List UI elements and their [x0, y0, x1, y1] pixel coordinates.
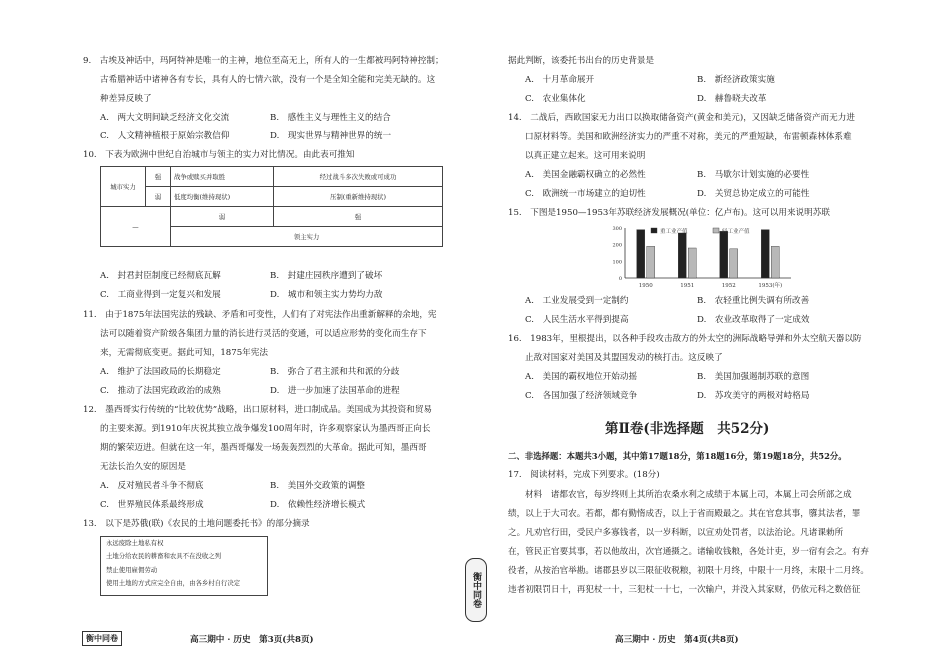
bar-0-2 [720, 231, 728, 278]
q17-stem: 17. 阅读材料，完成下列要求。(18分) [508, 470, 660, 480]
q11-line-2: 法可以随着资产阶级各集团力量的消长进行灵活的变通，可以适应形势的变化而生存下 [100, 329, 427, 339]
table-cell-weak: 弱 [146, 187, 171, 207]
x-tick-label: 1952 [721, 283, 736, 289]
q16-line-2: 止敌对国家对美国及其盟国发动的核打击。这反映了 [525, 353, 723, 363]
q15-option-b[interactable]: B. 农轻重比例失调有所改善 [697, 296, 810, 306]
q14-option-a[interactable]: A. 美国金融霸权确立的必然性 [525, 170, 646, 180]
q17-material-5: 役者，从按治官举勘。诸郡县岁以三限征收税粮，初限十月终，中限十一月终，末限十二月终。 [508, 566, 869, 576]
table-cell-c2: 经过战斗多次失败或可成功 [274, 167, 443, 187]
q11-option-c[interactable]: C. 推动了法国宪政政治的成熟 [100, 386, 221, 396]
table-row-header: 城市实力 [101, 167, 146, 207]
q14-option-b[interactable]: B. 马歇尔计划实施的必要性 [697, 170, 810, 180]
q9-line-3: 种差异反映了 [100, 94, 152, 104]
q13-cont-stem: 据此判断，该委托书出台的历史背景是 [508, 56, 655, 66]
q17-material-1: 材料 诸都农官，每岁终则上其所治农桑水利之成绩于本属上司，本属上司会所部之成 [525, 490, 852, 500]
q17-material-4: 在，管民正官要其事，若以他故出，次官通摄之。诸输收钱粮，各处计吏，岁一宿有会之。有弃 [508, 547, 869, 557]
page-footer-right: 高三期中 · 历史 第4页(共8页) [615, 635, 739, 645]
y-tick-label: 200 [612, 242, 622, 249]
bar-0-1 [678, 233, 686, 278]
y-tick-label: 300 [612, 226, 622, 232]
q9-option-a[interactable]: A. 两大文明间缺乏经济文化交流 [100, 113, 230, 123]
q15-option-a[interactable]: A. 工业发展受到一定制约 [525, 296, 629, 306]
table-cell-c4: 压制(重新维持现状) [274, 187, 443, 207]
q15-stem: 15. 下图是1950—1953年苏联经济发展概况(单位：亿卢布)。这可以用来说明苏联 [508, 208, 830, 218]
brand-stamp: 衡中同卷 [82, 631, 122, 646]
x-tick-label: 1950 [638, 283, 653, 289]
q12-option-a[interactable]: A. 反对殖民者斗争不彻底 [100, 481, 204, 491]
q10-stem: 10. 下表为欧洲中世纪自治城市与领主的实力对比情况。由此表可推知 [83, 150, 355, 160]
bar-1-2 [730, 249, 738, 278]
q10-option-d[interactable]: D. 城市和领主实力势均力敌 [270, 290, 383, 300]
y-tick-label: 0 [618, 276, 622, 282]
excerpt-line-2: 土地分给农民的耕畜和农具不在没收之列 [106, 552, 222, 561]
legend-swatch-0 [651, 228, 657, 233]
excerpt-line-4: 使用土地的方式应完全自由，由各乡村自行决定 [106, 579, 241, 588]
q13-option-c[interactable]: C. 农业集体化 [525, 94, 586, 104]
q12-line-4: 无法长治久安的原因是 [100, 462, 186, 472]
q16-option-a[interactable]: A. 美国的霸权地位开始动摇 [525, 372, 638, 382]
q17-material-6: 违者初限罚日十，再犯杖一十，三犯杖一十七，一次输户，并没入其家财，仍依元科之数倍征 [508, 585, 861, 595]
table-cell-c3: 低度均衡(维持现状) [171, 187, 274, 207]
q15-option-c[interactable]: C. 人民生活水平得到提高 [525, 315, 629, 325]
legend-label-0: 重工业产值 [660, 229, 688, 235]
q13-option-d[interactable]: D. 赫鲁晓夫改革 [697, 94, 767, 104]
q9-option-c[interactable]: C. 人文精神植根于原始宗教信仰 [100, 131, 230, 141]
x-tick-label: 1951 [680, 283, 695, 289]
q16-option-d[interactable]: D. 苏攻美守的两极对峙格局 [697, 391, 810, 401]
q11-line-3: 来，无需彻底变更。据此可知，1875年宪法 [100, 348, 268, 358]
q10-table [100, 166, 443, 247]
q14-option-d[interactable]: D. 关贸总协定成立的可能性 [697, 189, 810, 199]
q13-stem: 13. 以下是苏俄(联)《农民的土地问题委托书》的部分摘录 [83, 519, 310, 529]
q16-option-b[interactable]: B. 美国加强遏制苏联的意图 [697, 372, 810, 382]
q11-option-a[interactable]: A. 维护了法国政局的长期稳定 [100, 367, 221, 377]
q12-option-d[interactable]: D. 依赖性经济增长模式 [270, 500, 366, 510]
excerpt-line-1: 永远废除土地私有权 [106, 539, 164, 547]
legend-swatch-1 [713, 228, 719, 233]
q11-option-d[interactable]: D. 进一步加速了法国革命的进程 [270, 386, 400, 396]
q9-option-b[interactable]: B. 感性主义与理性主义的结合 [270, 113, 391, 123]
q10-option-b[interactable]: B. 封建庄园秩序遭到了破坏 [270, 271, 383, 281]
bar-0-3 [761, 230, 769, 278]
section-title: 第Ⅱ卷(非选择题 共52分) [605, 421, 770, 437]
q11-line-1: 11. 由于1875年法国宪法的残缺、矛盾和可变性，人们有了对宪法作出重新解释的余地，宪 [83, 310, 437, 320]
q9-line-1: 9. 古埃及神话中，玛阿特神是唯一的主神，地位至高无上，所有人的一生都被玛阿特神控制； [83, 56, 444, 66]
q14-line-1: 14. 二战后，西欧国家无力出口以换取储备资产(黄金和美元)，又因缺乏储备资产而无力进 [508, 113, 855, 123]
bar-1-3 [771, 246, 779, 278]
legend-label-1: 轻工业产值 [722, 229, 750, 235]
q9-line-2: 古希腊神话中诸神各有专长，具有人的七情六欲，没有一个是全知全能和完美无缺的。这 [100, 75, 436, 85]
right-page [475, 0, 950, 655]
q13-option-a[interactable]: A. 十月革命展开 [525, 75, 595, 85]
q14-line-2: 口原材料等。美国和欧洲经济实力的严重不对称，美元的严重短缺，布雷顿森林体系难 [525, 132, 852, 142]
y-tick-label: 100 [612, 259, 622, 266]
q15-bar-chart [605, 224, 795, 290]
q12-line-3: 期的繁荣迈进。但就在这一年，墨西哥爆发一场轰轰烈烈的大革命。据此可知，墨西哥 [100, 443, 427, 453]
q14-option-c[interactable]: C. 欧洲统一市场建立的迫切性 [525, 189, 646, 199]
bar-1-1 [688, 248, 696, 278]
q10-option-a[interactable]: A. 封君封臣制度已经彻底瓦解 [100, 271, 221, 281]
q12-option-b[interactable]: B. 美国外交政策的调整 [270, 481, 365, 491]
table-cell-strong: 强 [146, 167, 171, 187]
q13-option-b[interactable]: B. 新经济政策实施 [697, 75, 775, 85]
q10-option-c[interactable]: C. 工商业得到一定复兴和发展 [100, 290, 221, 300]
q12-line-2: 的主要来源。到1910年庆祝其独立战争爆发100周年时，许多观察家认为墨西哥正向长 [100, 424, 431, 434]
q17-material-3: 之。凡劝官行田，受民户多寡钱者，以一岁科断，以宣劝处罚者，以法治论。凡诸课勅所 [508, 528, 844, 538]
section-instructions: 二、非选择题：本题共3小题，其中第17题18分，第18题16分，第19题18分，共52分。 [508, 451, 847, 461]
page-footer-left: 高三期中 · 历史 第3页(共8页) [190, 635, 314, 645]
q12-option-c[interactable]: C. 世界殖民体系最终形成 [100, 500, 204, 510]
q9-option-d[interactable]: D. 现实世界与精神世界的统一 [270, 131, 392, 141]
q11-option-b[interactable]: B. 弥合了君主派和共和派的分歧 [270, 367, 400, 377]
excerpt-line-3: 禁止使用雇佣劳动 [106, 565, 158, 574]
q12-line-1: 12. 墨西哥实行传统的“比较优势”战略，出口原材料，进口制成品。美国成为其投资和贸易 [83, 405, 433, 415]
x-tick-label: 1953(年) [758, 283, 783, 289]
table-col-weak: 弱 [171, 207, 274, 227]
q15-option-d[interactable]: D. 农业改革取得了一定成效 [697, 315, 810, 325]
center-seal: 衡中同卷 [465, 558, 487, 622]
table-col-strong: 强 [274, 207, 443, 227]
q16-option-c[interactable]: C. 各国加强了经济领域竞争 [525, 391, 638, 401]
q14-line-3: 以真正建立起来。这可用来说明 [525, 151, 646, 161]
table-col-lord: 领主实力 [171, 227, 443, 247]
q13-excerpt-box [100, 536, 268, 596]
bar-0-0 [637, 230, 645, 278]
q17-material-2: 绩，以上于大司农。若都，都有勤惰成否，以上于省而殿最之。其在官怠其事，隳其法者，罪 [508, 509, 861, 519]
q16-line-1: 16. 1983年，里根提出，以各种手段攻击敌方的外太空的洲际战略导弹和外太空航天器以防 [508, 334, 862, 344]
bar-1-0 [647, 246, 655, 278]
table-cell-c1: 战争或赎买并取胜 [171, 167, 274, 187]
table-cell-dash: — [101, 207, 171, 247]
